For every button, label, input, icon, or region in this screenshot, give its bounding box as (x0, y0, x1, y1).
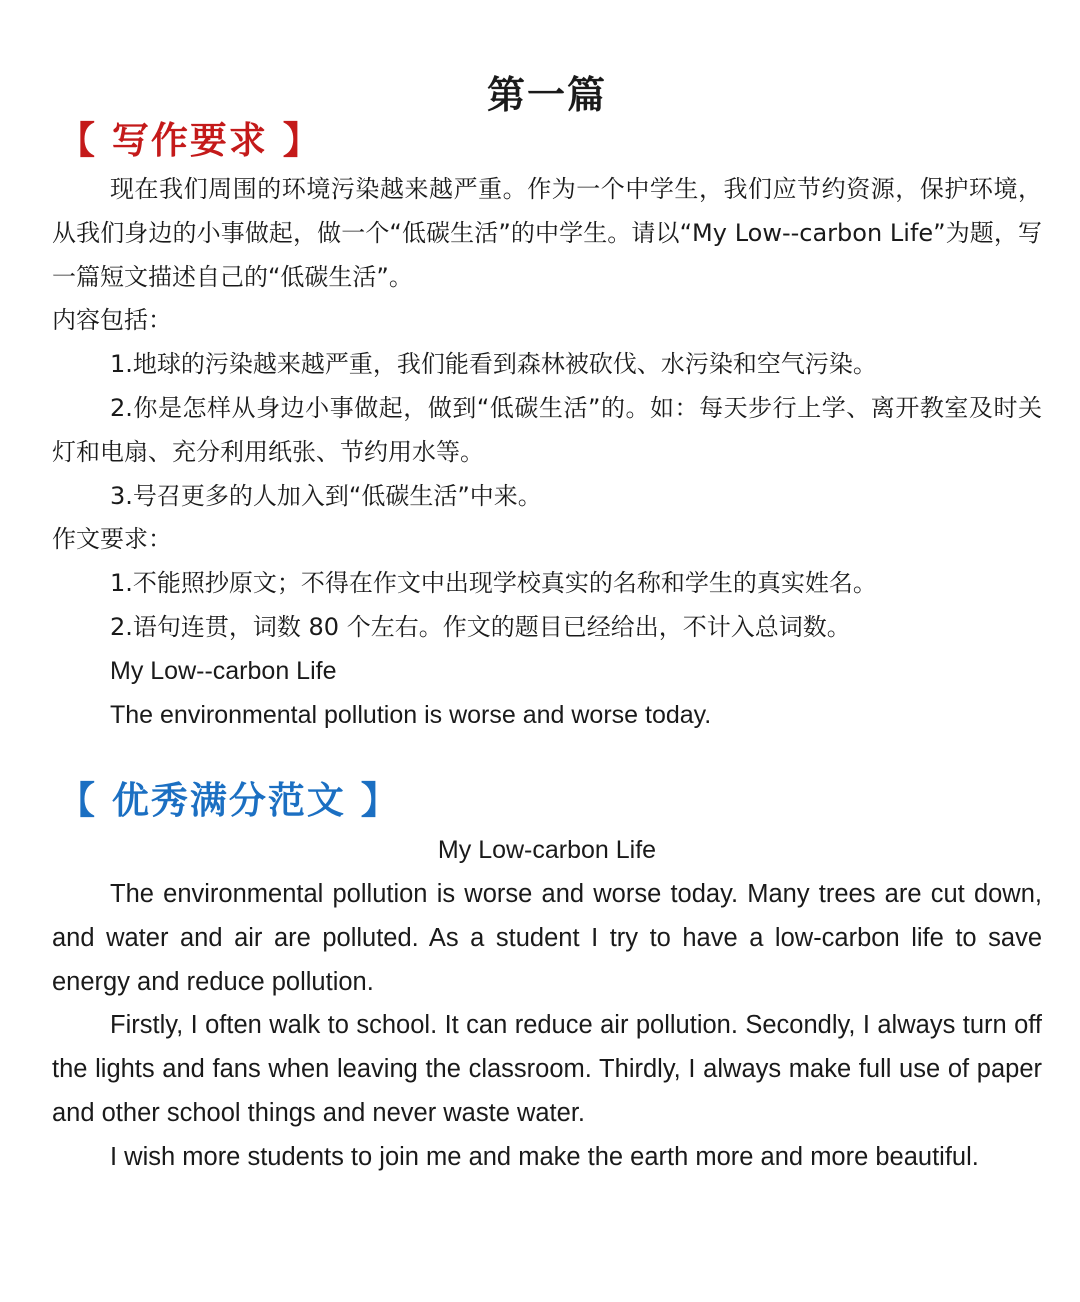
given-title: My Low--carbon Life (110, 656, 337, 685)
given-opening: The environmental pollution is worse and worse today. (110, 700, 712, 729)
essay-paragraph-2: Firstly, I often walk to school. It can reduce air pollution. Secondly, I always turn off the lights and fans when leaving the classroom. Thirdly, I always make full use of paper and other school things and never waste water. (52, 1011, 1042, 1127)
content-label: 内容包括： (52, 306, 172, 335)
essay-requirements-label: 作文要求： (52, 525, 172, 554)
sample-essay-title: My Low-carbon Life (437, 836, 657, 864)
essay-paragraph-3: I wish more students to join me and make the earth more and more beautiful. (110, 1142, 979, 1171)
essay-requirement-2: 2.语句连贯，词数 80 个左右。作文的题目已经给出，不计入总词数。 (110, 612, 851, 641)
content-item-1: 1.地球的污染越来越严重，我们能看到森林被砍伐、水污染和空气污染。 (110, 350, 877, 379)
sample-essay-heading: 【 优秀满分范文 】 (58, 779, 400, 822)
writing-requirements-heading: 【 写作要求 】 (58, 119, 322, 162)
content-item-3: 3.号召更多的人加入到“低碳生活”中来。 (110, 481, 542, 510)
requirements-intro: 现在我们周围的环境污染越来越严重。作为一个中学生，我们应节约资源，保护环境，从我们身边的小事做起，做一个“低碳生活”的中学生。请以“My Low--carbon Life”为题，写一篇短文描述自己的“低碳生活”。 (52, 175, 1042, 291)
essay-requirement-1: 1.不能照抄原文；不得在作文中出现学校真实的名称和学生的真实姓名。 (110, 569, 877, 598)
page-title: 第一篇 (486, 73, 607, 117)
writing-requirements-block (52, 168, 1042, 737)
content-item-2: 2.你是怎样从身边小事做起，做到“低碳生活”的。如：每天步行上学、离开教室及时关灯和电扇、充分利用纸张、节约用水等。 (52, 393, 1042, 466)
essay-paragraph-1: The environmental pollution is worse and worse today. Many trees are cut down, and water and air are polluted. As a student I try to have a low-carbon life to save energy and reduce pollution. (52, 880, 1042, 996)
sample-essay-body (52, 873, 1042, 1180)
